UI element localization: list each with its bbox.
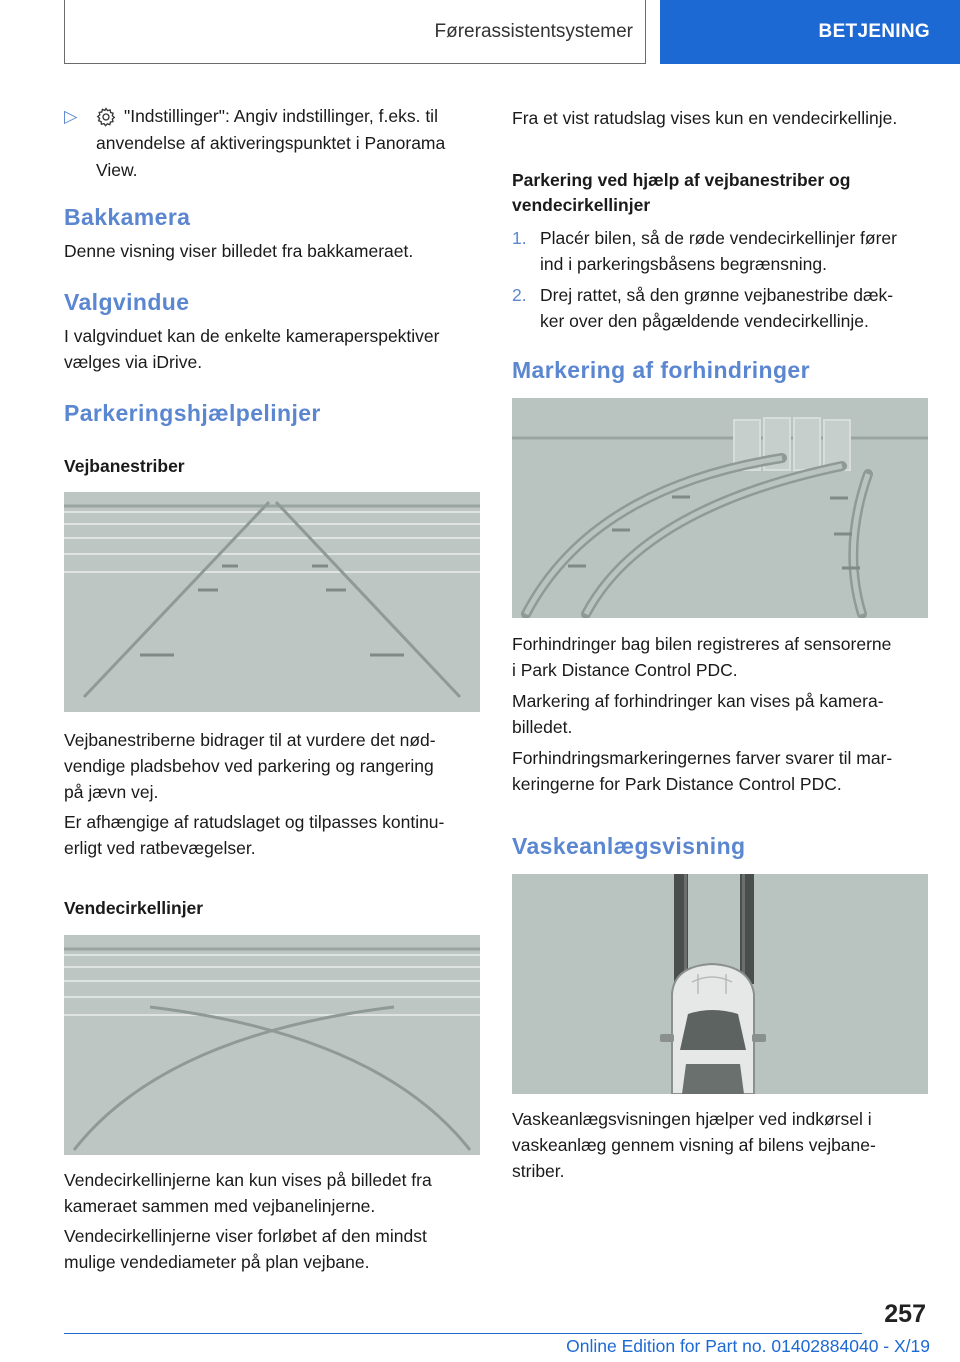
gear-icon xyxy=(96,107,116,132)
valgvindue-text-2: vælges via iDrive. xyxy=(64,352,203,372)
bullet-marker: ▷ xyxy=(64,106,78,126)
figure-vejbanestriber xyxy=(64,492,480,712)
mark-p2-line-1: Markering af forhindringer kan vises på kamera- xyxy=(512,691,884,711)
mark-p3-line-2: keringerne for Park Distance Control PDC. xyxy=(512,774,842,794)
vaske-p1-line-3: striber. xyxy=(512,1161,565,1181)
vejbane-p2-line-1: Er afhængige af ratudslaget og tilpasses kontinu- xyxy=(64,812,445,832)
heading-vejbanestriber: Vejbanestriber xyxy=(64,456,185,476)
list-item xyxy=(512,283,928,335)
vaske-p1-line-2: vaskeanlæg gennem visning af bilens vejbane- xyxy=(512,1135,876,1155)
figure-vaskeanlaeg xyxy=(512,874,928,1094)
mark-p1-line-2: i Park Distance Control PDC. xyxy=(512,660,738,680)
figure-vendecirkellinjer xyxy=(64,935,480,1155)
bullet-text-line-3: View. xyxy=(96,160,138,180)
step-number: 2. xyxy=(512,285,527,305)
heading-parking-1: Parkering ved hjælp af vejbanestriber og xyxy=(512,170,851,190)
vende-p2-line-2: mulige vendediameter på plan vejbane. xyxy=(64,1252,370,1272)
vende-p1-line-2: kameraet sammen med vejbanelinjerne. xyxy=(64,1196,376,1216)
vaske-p1-line-1: Vaskeanlægsvisningen hjælper ved indkørsel i xyxy=(512,1109,872,1129)
vejbane-p1-line-3: på jævn vej. xyxy=(64,782,159,802)
intro-text: Fra et vist ratudslag vises kun en vendecirkellinje. xyxy=(512,108,898,128)
heading-parkeringshjaelpelinjer: Parkeringshjælpelinjer xyxy=(64,400,321,426)
heading-bakkamera: Bakkamera xyxy=(64,204,191,230)
heading-valgvindue: Valgvindue xyxy=(64,289,190,315)
heading-parking-2: vendecirkellinjer xyxy=(512,195,651,215)
step-text-line-2: ker over den pågældende vendecirkellinje. xyxy=(540,311,869,331)
step-number: 1. xyxy=(512,228,527,248)
page-number: 257 xyxy=(884,1300,926,1328)
footer-edition: Online Edition for Part no. 01402884040 - X/19 xyxy=(566,1336,930,1356)
heading-vaskeanlaegsvisning: Vaskeanlægsvisning xyxy=(512,833,746,859)
list-item xyxy=(512,226,928,278)
step-text-line-1: Placér bilen, så de røde vendecirkellinjer fører xyxy=(540,228,897,248)
heading-vendecirkellinjer: Vendecirkellinjer xyxy=(64,898,204,918)
mark-p2-line-2: billedet. xyxy=(512,717,573,737)
vejbane-p2-line-2: erligt ved ratbevægelser. xyxy=(64,838,256,858)
bullet-text-line-1: "Indstillinger": Angiv indstillinger, f.eks. til xyxy=(124,106,438,126)
step-text-line-1: Drej rattet, så den grønne vejbanestribe dæk- xyxy=(540,285,894,305)
header-chapter-label: BETJENING xyxy=(818,21,930,42)
bakkamera-text: Denne visning viser billedet fra bakkameraet. xyxy=(64,241,414,261)
figure-markering xyxy=(512,398,928,618)
header-chapter xyxy=(660,0,960,64)
heading-markering: Markering af forhindringer xyxy=(512,357,810,383)
header-section xyxy=(64,0,646,64)
vende-p2-line-1: Vendecirkellinjerne viser forløbet af den mindst xyxy=(64,1226,427,1246)
valgvindue-text-1: I valgvinduet kan de enkelte kameraperspektiver xyxy=(64,326,440,346)
step-text-line-2: ind i parkeringsbåsens begrænsning. xyxy=(540,254,827,274)
mark-p1-line-1: Forhindringer bag bilen registreres af sensorerne xyxy=(512,634,892,654)
vende-p1-line-1: Vendecirkellinjerne kan kun vises på billedet fra xyxy=(64,1170,432,1190)
footer-divider xyxy=(64,1333,862,1334)
vejbane-p1-line-1: Vejbanestriberne bidrager til at vurdere det nød- xyxy=(64,730,436,750)
mark-p3-line-1: Forhindringsmarkeringernes farver svarer til mar- xyxy=(512,748,893,768)
vejbane-p1-line-2: vendige pladsbehov ved parkering og rangering xyxy=(64,756,434,776)
bullet-text-line-2: anvendelse af aktiveringspunktet i Panorama xyxy=(96,133,446,153)
header-section-label: Førerassistentsystemer xyxy=(434,20,633,42)
